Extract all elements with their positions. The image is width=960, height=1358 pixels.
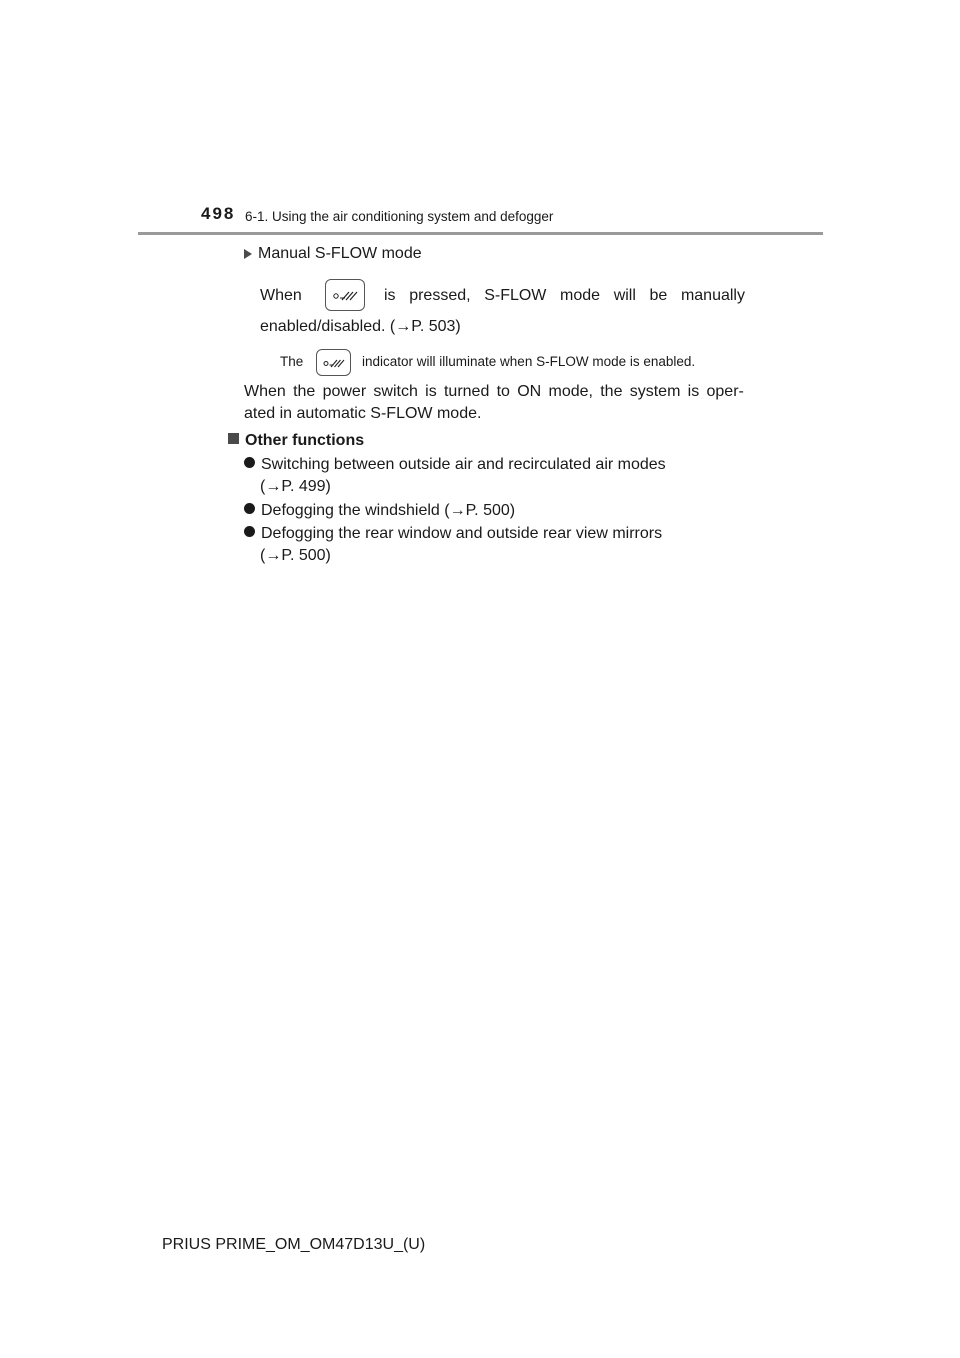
section-title: 6-1. Using the air conditioning system and defogger — [245, 209, 554, 224]
page-number: 498 — [201, 204, 236, 223]
list-item-ref[interactable]: (→P. 500) — [260, 547, 331, 564]
bullet-dot-icon — [244, 503, 255, 514]
list-item: Switching between outside air and recirculated air modes — [244, 454, 666, 476]
s-flow-button-icon — [325, 279, 365, 311]
when-word: When — [260, 287, 302, 304]
triangle-bullet-icon — [244, 249, 252, 259]
other-functions-heading: Other functions — [228, 430, 364, 452]
auto-para-line1: When the power switch is turned to ON mode, the system is oper- — [244, 383, 744, 400]
note-text: indicator will illuminate when S-FLOW mode is enabled. — [362, 354, 696, 369]
note-the: The — [280, 354, 304, 369]
sflow-sentence-line1: is pressed, S-FLOW mode will be manually — [384, 287, 745, 304]
s-flow-indicator-icon — [316, 349, 351, 376]
square-bullet-icon — [228, 433, 239, 444]
sflow-sentence-line2[interactable]: enabled/disabled. (→P. 503) — [260, 318, 461, 335]
header-divider — [138, 232, 823, 235]
auto-para-line2: ated in automatic S-FLOW mode. — [244, 405, 482, 422]
manual-sflow-heading: Manual S-FLOW mode — [244, 243, 422, 265]
bullet-dot-icon — [244, 526, 255, 537]
list-item: Defogging the windshield (→P. 500) — [244, 500, 515, 522]
list-item: Defogging the rear window and outside rear view mirrors — [244, 523, 662, 545]
bullet-dot-icon — [244, 457, 255, 468]
footer-document-id: PRIUS PRIME_OM_OM47D13U_(U) — [162, 1236, 426, 1253]
list-item-ref[interactable]: (→P. 499) — [260, 478, 331, 495]
